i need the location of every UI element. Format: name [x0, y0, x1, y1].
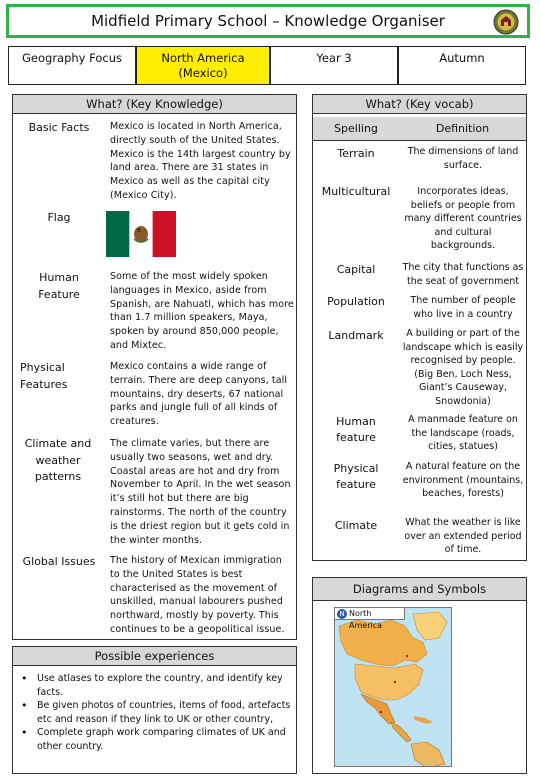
- definition-column-header: Definition: [435, 122, 490, 135]
- term-cell: [398, 46, 526, 85]
- list-item: • Use atlases to explore the country, and identify key facts.: [13, 672, 296, 699]
- vocab-word-climate: Climate: [334, 519, 378, 532]
- compass-icon: N: [337, 609, 347, 619]
- vocab-def-climate: What the weather is like over an extended period of time.: [404, 517, 522, 555]
- vocab-def-population: The number of people who live in a country: [410, 295, 516, 320]
- basic-facts-text: Mexico is located in North America, directly south of the United States. Mexico is the 14th largest country by land area. There are 31 states in Mexico as well as the capital city (Mexico City).: [110, 121, 291, 201]
- title-bar: [6, 4, 530, 38]
- school-crest-icon: [493, 9, 519, 35]
- term-label: Autumn: [439, 51, 485, 65]
- list-item: • Complete graph work comparing climates of UK and other country.: [13, 726, 296, 753]
- map-title: North America: [349, 609, 382, 630]
- focus-label: Geography Focus: [22, 51, 122, 65]
- diagrams-heading: Diagrams and Symbols: [313, 578, 526, 601]
- experiences-heading: Possible experiences: [13, 647, 296, 666]
- vocab-def-capital: The city that functions as the seat of government: [402, 262, 524, 287]
- vocab-word-population: Population: [327, 295, 385, 308]
- flag-label: Flag: [47, 211, 71, 224]
- spelling-column-header: Spelling: [334, 122, 378, 135]
- vocab-word-physical-feature: Physical feature: [333, 462, 379, 491]
- basic-facts-label: Basic Facts: [28, 121, 90, 134]
- list-item: • Be given photos of countries, items of food, artefacts etc and reason if they link to UK or other country,: [13, 699, 296, 726]
- physical-features-text: Mexico contains a wide range of terrain. There are deep canyons, tall mountains, dry deserts, 67 national parks and jungle full of all kinds of creatures.: [110, 361, 288, 428]
- focus-cell: [8, 46, 136, 85]
- vocab-def-human-feature: A manmade feature on the landscape (roads, cities, statues): [408, 414, 518, 452]
- vocab-def-multicultural: Incorporates ideas, beliefs or people from many different countries and cultural backgrounds.: [404, 186, 522, 251]
- key-vocab-heading: What? (Key vocab): [313, 95, 526, 114]
- year-cell: [270, 46, 398, 85]
- topic-cell: [136, 46, 270, 85]
- human-feature-text: Some of the most widely spoken languages in Mexico, aside from Spanish, are Nahuatl, which has more than 1.7 million speakers, Maya, spoken by around 850,000 people, and Mixtec.: [110, 271, 294, 351]
- vocab-word-capital: Capital: [336, 263, 376, 276]
- vocab-word-multicultural: Multicultural: [321, 185, 391, 198]
- key-knowledge-heading: What? (Key Knowledge): [13, 95, 296, 114]
- page-title: Midfield Primary School – Knowledge Organiser: [91, 12, 445, 30]
- vocab-header-row: [313, 117, 526, 141]
- physical-features-label: Physical Features: [20, 361, 68, 391]
- vocab-word-landmark: Landmark: [328, 329, 384, 342]
- mexico-flag-icon: [106, 211, 176, 257]
- experiences-list: [13, 672, 296, 753]
- vocab-def-terrain: The dimensions of land surface.: [407, 146, 519, 171]
- north-america-map: [334, 607, 452, 767]
- topic-label: North America (Mexico): [161, 51, 245, 80]
- experiences-panel: [12, 646, 297, 774]
- vocab-word-human-feature: Human feature: [336, 415, 376, 444]
- vocab-def-landmark: A building or part of the landscape which is easily recognised by people. (Big Ben, Loch Ness, Giant’s Causeway, Snowdonia): [402, 328, 524, 407]
- climate-label: Climate and weather patterns: [24, 437, 92, 483]
- vocab-def-physical-feature: A natural feature on the environment (mountains, beaches, forests): [402, 461, 524, 499]
- vocab-word-terrain: Terrain: [337, 147, 375, 160]
- climate-text: The climate varies, but there are usually two seasons, wet and dry. Coastal areas are hot and dry from November to April. In the wet season it’s still hot but there are big rainstorms. The north of the country is the driest region but it gets cold in the winter months.: [110, 438, 291, 546]
- global-issues-label: Global Issues: [22, 555, 96, 568]
- human-feature-label: Human Feature: [38, 271, 80, 301]
- global-issues-text: The history of Mexican immigration to the United States is best characterised as the movement of unskilled, manual labourers pushed northward, mostly by poverty. This continues to be a geopolitical issue.: [110, 555, 285, 635]
- year-label: Year 3: [316, 51, 352, 65]
